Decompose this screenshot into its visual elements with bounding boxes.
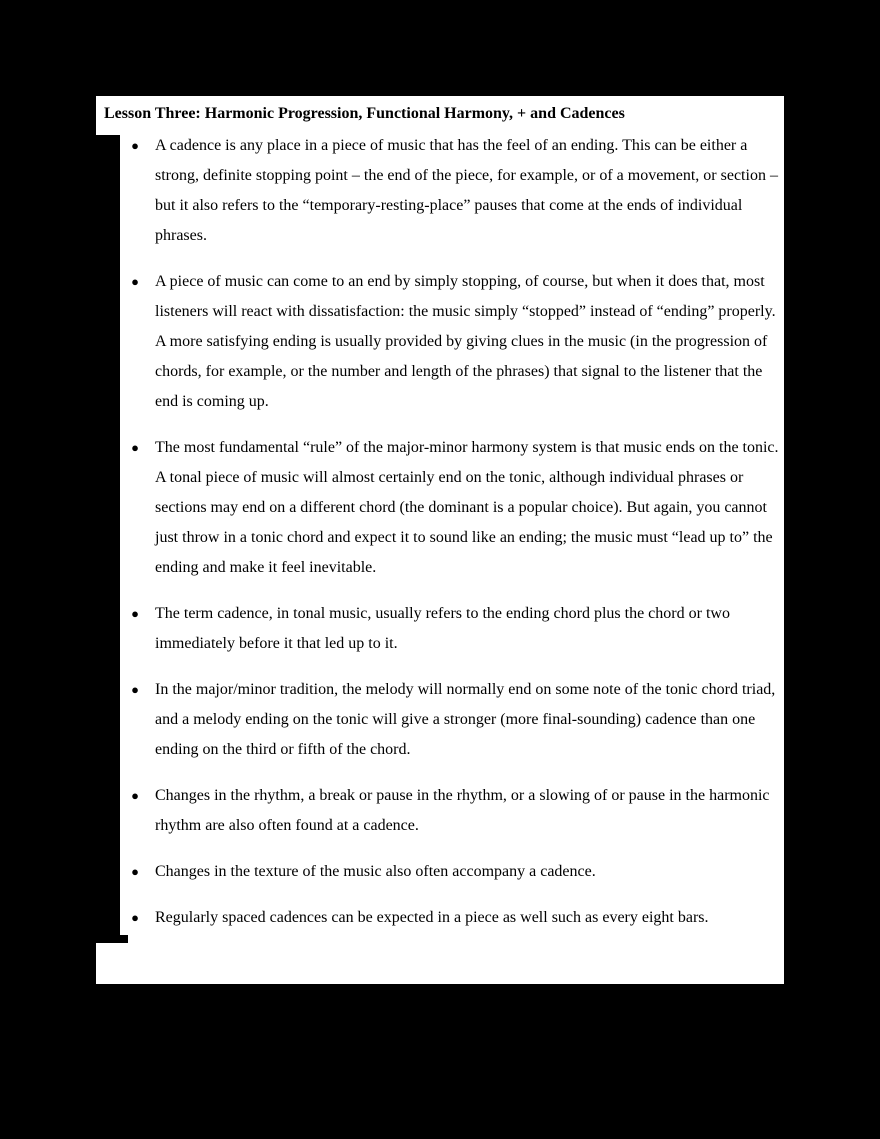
list-item-text: Changes in the rhythm, a break or pause in the rhythm, or a slowing of or pause in the harmonic rhythm are also often found at a cadence. <box>155 787 770 834</box>
list-item <box>128 857 784 887</box>
list-item <box>128 599 784 659</box>
bullet-icon: ● <box>131 788 139 803</box>
lesson-title: Lesson Three: Harmonic Progression, Functional Harmony, + and Cadences <box>104 105 625 122</box>
list-item <box>128 903 784 933</box>
list-item-text: Changes in the texture of the music also often accompany a cadence. <box>155 863 596 880</box>
bullet-icon: ● <box>131 682 139 697</box>
bullet-list <box>128 131 784 949</box>
list-item-text: In the major/minor tradition, the melody will normally end on some note of the tonic chord triad, and a melody ending on the tonic will give a stronger (more final-sounding) cadence than one ending on the third or fifth of the chord. <box>155 681 776 758</box>
list-item <box>128 267 784 417</box>
list-item-text: The term cadence, in tonal music, usually refers to the ending chord plus the chord or two immediately before it that led up to it. <box>155 605 730 652</box>
list-item <box>128 675 784 765</box>
list-item-text: A piece of music can come to an end by simply stopping, of course, but when it does that, most listeners will react with dissatisfaction: the music simply “stopped” instead of “ending” properly. A more satisfying ending is usually provided by giving clues in the music (in the progression of chords, for example, or the number and length of the phrases) that signal to the listener that the end is coming up. <box>155 273 776 410</box>
left-margin-bar <box>96 135 120 943</box>
bullet-icon: ● <box>131 606 139 621</box>
list-item <box>128 433 784 583</box>
list-item <box>128 131 784 251</box>
bullet-icon: ● <box>131 274 139 289</box>
list-item-text: A cadence is any place in a piece of music that has the feel of an ending. This can be either a strong, definite stopping point – the end of the piece, for example, or of a movement, or section – but it also refers to the “temporary-resting-place” pauses that come at the ends of individual phrases. <box>155 137 778 244</box>
bullet-icon: ● <box>131 440 139 455</box>
list-item <box>128 781 784 841</box>
list-item-text: The most fundamental “rule” of the major-minor harmony system is that music ends on the tonic. A tonal piece of music will almost certainly end on the tonic, although individual phrases or sections may end on a different chord (the dominant is a popular choice). But again, you cannot just throw in a tonic chord and expect it to sound like an ending; the music must “lead up to” the ending and make it feel inevitable. <box>155 439 779 576</box>
list-item-text: Regularly spaced cadences can be expected in a piece as well such as every eight bars. <box>155 909 709 926</box>
left-margin-notch <box>96 935 128 943</box>
bullet-icon: ● <box>131 138 139 153</box>
bullet-icon: ● <box>131 864 139 879</box>
bullet-icon: ● <box>131 910 139 925</box>
